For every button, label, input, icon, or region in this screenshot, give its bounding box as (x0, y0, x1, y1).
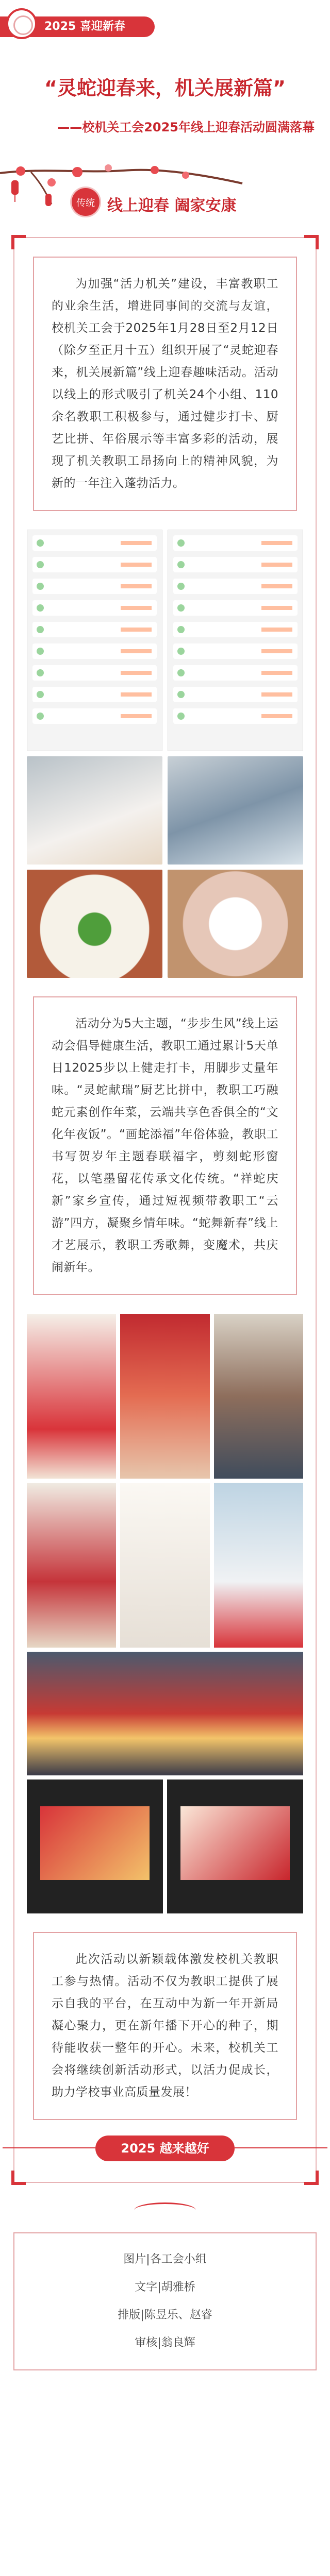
credit-line: 审核|翁良辉 (135, 2336, 195, 2349)
ranking-screenshot (168, 530, 303, 751)
photo-group-1 (27, 530, 303, 978)
new-year-tag: 2025 喜迎新春 (0, 16, 155, 37)
step-ranking-screenshots (27, 530, 303, 751)
activities-card (33, 996, 297, 1295)
video-still (27, 1780, 163, 1913)
photo (120, 1314, 209, 1479)
photo (120, 1483, 209, 1648)
closing-tag: 2025 越来越好 (95, 2136, 235, 2161)
photo (214, 1314, 303, 1479)
corner-ornament (11, 2171, 26, 2185)
corner-ornament (304, 235, 319, 249)
activities-paragraph: 活动分为5大主题，“步步生风”线上运动会倡导健康生活，教职工通过累计5天单日12025步以上健走打卡，用脚步丈量年味。“灵蛇献瑞”厨艺比拼中，教职工巧融蛇元素创作年菜，云端共享色香俱全的“文化年夜饭”。“画蛇添福”年俗体验，教职工书写贺岁年主题春联福字，剪刻蛇形窗花，以笔墨留花传承文化传统。“祥蛇庆新”家乡宣传，通过短视频带教职工“云游”四方，凝聚乡情年味。“蛇舞新春”线上才艺展示，教职工秀歌舞，变魔术，共庆闹新年。 (52, 1017, 278, 1274)
banner-heading: 线上迎春 阖家安康 (107, 197, 237, 215)
photo-group-2 (27, 1314, 303, 1913)
intro-paragraph: 为加强“活力机关”建设，丰富教职工的业余生活，增进同事间的交流与友谊，校机关工会于2025年1月28日至2月12日（除夕至正月十五）组织开展了“灵蛇迎春来，机关展新篇”线上迎春趣味活动。活动以线上的形式吸引了机关24个小组、110余名教职工积极参与，通过健步打卡、厨艺比拼、年俗展示等丰富多彩的活动，展现了机关教职工昂扬向上的精神风貌，为新的一年注入蓬勃活力。 (52, 277, 278, 490)
photo (27, 1483, 116, 1648)
summary-card (33, 1932, 297, 2120)
photo (214, 1483, 303, 1648)
header-bar (0, 0, 330, 31)
cloud-ornament-icon (134, 2202, 196, 2218)
cooking-photos (27, 756, 303, 978)
talent-video-stills (27, 1780, 303, 1913)
corner-ornament (11, 235, 26, 249)
credit-line: 图片|各工会小组 (123, 2253, 207, 2266)
plum-blossom-banner (0, 152, 330, 235)
intro-card (33, 257, 297, 511)
photo (168, 756, 303, 865)
credit-line: 文字|胡雅桥 (135, 2281, 195, 2294)
credits-box (13, 2232, 317, 2370)
photo (27, 756, 162, 865)
photo (27, 1314, 116, 1479)
corner-ornament (304, 2171, 319, 2185)
page-subtitle: ——校机关工会2025年线上迎春活动圆满落幕 (57, 120, 315, 134)
lion-dance-photo (27, 1652, 303, 1775)
credit-line: 排版|陈昱乐、赵睿 (118, 2309, 212, 2321)
page-title: “灵蛇迎春来，机关展新篇” (44, 77, 286, 99)
video-still (167, 1780, 303, 1913)
ranking-screenshot (27, 530, 162, 751)
photo (27, 870, 162, 978)
ring-ornament-icon (6, 8, 37, 39)
custom-photos (27, 1314, 303, 1648)
photo (168, 870, 303, 978)
summary-paragraph: 此次活动以新颖载体激发校机关教职工参与热情。活动不仅为教职工提供了展示自我的平台，在互动中为新一年开新局凝心聚力，更在新年播下开心的种子，期待能收获一整年的开心。未来，校机关工会将继续创新活动形式，以活力促成长，助力学校事业高质量发展！ (52, 1953, 278, 2099)
banner-seal: 传统 (70, 187, 101, 217)
article-frame (13, 237, 317, 2183)
